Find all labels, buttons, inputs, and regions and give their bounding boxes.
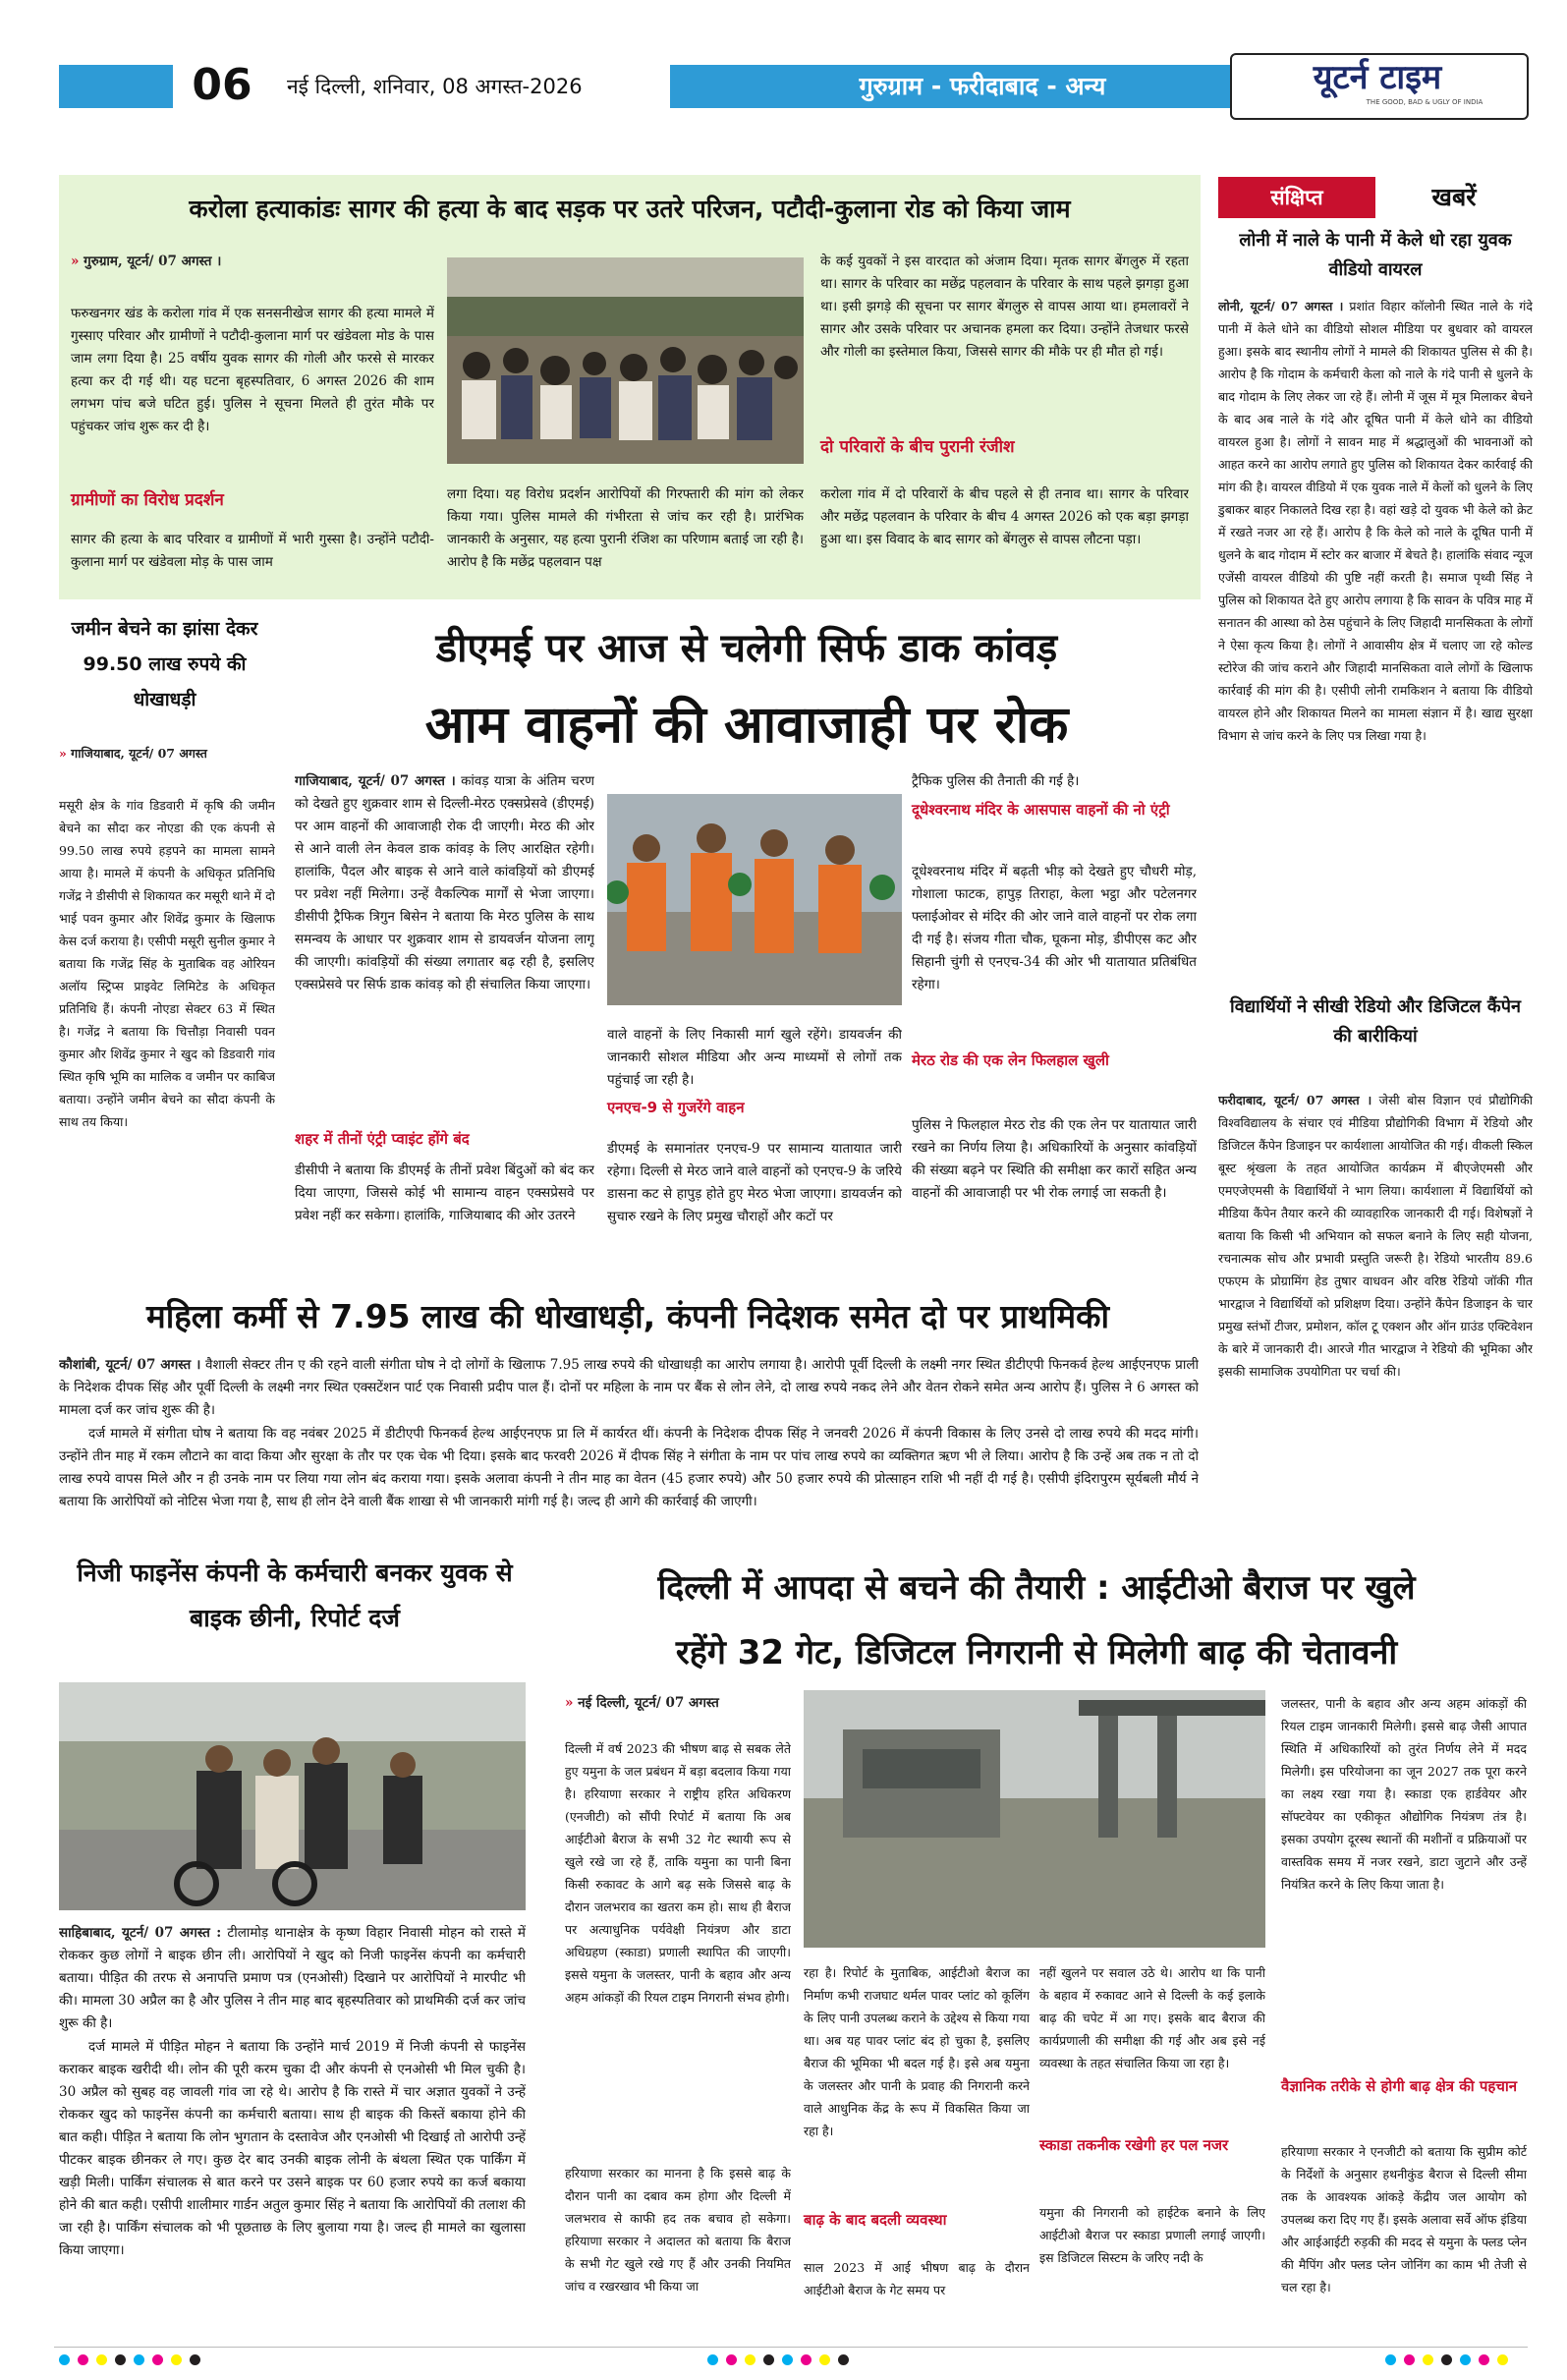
- disaster-col4: जलस्तर, पानी के बहाव और अन्य अहम आंकड़ों की रियल टाइम जानकारी मिलेगी। इससे बाढ़ जैसी आपात स्थिति में अधिकारियों को तुरंत निर्णय लेने में मदद मिलेगी। इस परियोजना का जून 2027 तक पूरा करने का लक्ष्य रखा गया है। स्काडा एक हार्डवेयर और सॉफ्टवेयर का एकीकृत औद्योगिक नियंत्रण तंत्र है। इसका उपयोग दूरस्थ स्थानों की मशीनों व प्रक्रियाओं पर वास्तविक समय में नजर रखने, डाटा जुटाने और उन्हें नियंत्रित करने के लिए किया जाता है।: [1281, 1696, 1527, 1892]
- disaster-col2: रहा है। रिपोर्ट के मुताबिक, आईटीओ बैराज का निर्माण कभी राजघाट थर्मल पावर प्लांट को कूलिंग के लिए पानी उपलब्ध कराने के उद्देश्य से किया गया था। अब यह पावर प्लांट बंद हो चुका है, इसलिए बैराज की भूमिका भी बदल गई है। इसे अब यमुना के जलस्तर और पानी के प्रवाह की निगरानी करने वाले आधुनिक केंद्र के रूप में विकसित किया जा रहा है।: [804, 1965, 1030, 2138]
- story-karola-headline: करोला हत्याकांडः सागर की हत्या के बाद सड़क पर उतरे परिजन, पटौदी-कुलाना रोड को किया जाम: [189, 195, 1071, 223]
- disaster-sub1: बाढ़ के बाद बदली व्यवस्था: [804, 2211, 947, 2229]
- story-karola-sub1: ग्रामीणों का विरोध प्रदर्शन: [71, 490, 224, 510]
- dot: [78, 2354, 88, 2365]
- registration-dots-left: [59, 2354, 200, 2365]
- brief-text-1: [1218, 295, 1533, 973]
- story-karola-sub2: दो परिवारों के बीच पुरानी रंजीश: [820, 437, 1015, 457]
- kanwar-sub4: मेरठ रोड की एक लेन फिलहाल खुली: [912, 1051, 1109, 1069]
- dot: [96, 2354, 107, 2365]
- land-headline: जमीन बेचने का झांसा देकर 99.50 लाख रुपये की धोखाधड़ी: [71, 618, 258, 710]
- dot: [1404, 2354, 1415, 2365]
- dot: [171, 2354, 182, 2365]
- disaster-col3: नहीं खुलने पर सवाल उठे थे। आरोप था कि पानी के बहाव में रुकावट आने से दिल्ली के कई इलाके बाढ़ की चपेट में आ गए। इसके बाद बैराज की कार्यप्रणाली की समीक्षा की गई और अब इसे नई व्यवस्था के तहत संचालित किया जा रहा है।: [1039, 1965, 1265, 2070]
- dot: [1441, 2354, 1452, 2365]
- brief-headline-1: लोनी में नाले के पानी में केले धो रहा युवक वीडियो वायरल: [1239, 230, 1512, 280]
- land-text: मसूरी क्षेत्र के गांव डिडवारी में कृषि की जमीन बेचने का सौदा कर नोएडा की एक कंपनी से 99.50 लाख रुपये हड़पने का मामला सामने आया है। मामले में कंपनी के अधिकृत प्रतिनिधि गजेंद्र ने डीसीपी से शिकायत कर मसूरी थाने में दो भाई पवन कुमार और शिवेंद्र कुमार के खिलाफ केस दर्ज कराया है। एसीपी मसूरी सुनील कुमार ने बताया कि गजेंद्र सिंह के मुताबिक वह ओरियन अलॉय स्ट्रिप्स प्राइवेट लिमिटेड के अधिकृत प्रतिनिधि हैं। कंपनी नोएडा सेक्टर 63 में स्थित है। गजेंद्र ने बताया कि चित्तौड़ा निवासी पवन कुमार और शिवेंद्र कुमार ने खुद को डिडवारी गांव स्थित कृषि भूमि का मालिक व जमीन पर काबिज बताया। उन्होंने जमीन बेचने का सौदा कंपनी के साथ तय किया।: [59, 798, 275, 1129]
- protest-crowd-image: [447, 257, 804, 464]
- brand-tagline: THE GOOD, BAD & UGLY OF INDIA: [1366, 98, 1483, 106]
- dot: [1385, 2354, 1396, 2365]
- disaster-sub3: वैज्ञानिक तरीके से होगी बाढ़ क्षेत्र की पहचान: [1281, 2077, 1518, 2095]
- kanwar-col2b: डीएमई के समानांतर एनएच-9 पर सामान्य यातायात जारी रहेगा। दिल्ली से मेरठ जाने वाले वाहनों को एनएच-9 के जरिये डासना कट से हापुड़ होते हुए मेरठ भेजा जाएगा। डायवर्जन को सुचारु रखने के लिए प्रमुख चौराहों और कटों पर: [607, 1141, 902, 1224]
- protest-photo: [447, 257, 804, 464]
- disaster-dateline: » नई दिल्ली, यूटर्न/ 07 अगस्त: [565, 1695, 719, 1711]
- brief-dateline-1: लोनी, यूटर्न/ 07 अगस्त ।: [1218, 299, 1344, 313]
- fraud-p1: [59, 1354, 1199, 1423]
- ito-barrage-image: [804, 1690, 1265, 1948]
- kanwar-col1-body: कांवड़ यात्रा के अंतिम चरण को देखते हुए शुक्रवार शाम से दिल्ली-मेरठ एक्सप्रेसवे (डीएमई) पर आम वाहनों की आवाजाही रोक दी जाएगी। मेरठ की ओर से आने वाली लेन केवल डाक कांवड़ के लिए आरक्षित रहेगी। हालांकि, पैदल और बाइक से आने वाले कांवड़ियों को डीएमई पर प्रवेश नहीं मिलेगा। उन्हें वैकल्पिक मार्गों से भेजा जाएगा। डीसीपी ट्रैफिक त्रिगुन बिसेन ने बताया कि मेरठ पुलिस के साथ समन्वय के आधार पर शुक्रवार शाम से डायवर्जन योजना लागू की जाएगी। कांवड़ियों की संख्या लगातार बढ़ रही है, इसलिए एक्सप्रेसवे पर सिर्फ डाक कांवड़ को ही संचालित किया जाएगा।: [295, 773, 594, 992]
- brief-dateline-2: फरीदाबाद, यूटर्न/ 07 अगस्त ।: [1218, 1093, 1372, 1107]
- dot: [59, 2354, 70, 2365]
- registration-dots-right: [1385, 2354, 1508, 2365]
- registration-dots-center: [707, 2354, 849, 2365]
- page-number: 06: [192, 60, 252, 110]
- kanwar-col2: वाले वाहनों के लिए निकासी मार्ग खुले रहेंगे। डायवर्जन की जानकारी सोशल मीडिया और अन्य माध्यमों से लोगों तक पहुंचाई जा रही है।: [607, 1027, 902, 1088]
- dateline-text: गाजियाबाद, यूटर्न/ 07 अगस्त: [71, 746, 207, 761]
- finance-p1: [59, 1922, 526, 2036]
- fraud-p1-body: वैशाली सेक्टर तीन ए की रहने वाली संगीता घोष ने दो लोगों के खिलाफ 7.95 लाख रुपये की धोखाधड़ी का आरोप लगाया है। आरोपी पूर्वी दिल्ली के लक्ष्मी नगर स्थित डीटीएपी फिनकर्व हेल्थ आईएनएफ प्राली के निदेशक दीपक सिंह और पूर्वी दिल्ली के लक्ष्मी नगर स्थित एक्सटेंशन पार्ट एक निवासी प्रदीप पाल हैं। दोनों पर महिला के नाम पर बैंक से लोन लेने, दो लाख रुपये नकद लेने और वेतन रोकने समेत अन्य आरोप हैं। पुलिस ने 6 अगस्त को मामला दर्ज कर जांच शुरू की है।: [59, 1357, 1199, 1418]
- fraud-p2: दर्ज मामले में संगीता घोष ने बताया कि वह नवंबर 2025 में डीटीएपी फिनकर्व हेल्थ आईएनएफ प्रा लि में कार्यरत थीं। कंपनी के निदेशक दीपक सिंह ने जनवरी 2026 में कंपनी विकास के लिए उनसे दो लाख रुपये की मदद मांगी। उन्होंने तीन माह में रकम लौटाने का वादा किया और सुरक्षा के तौर पर एक चेक भी दिया। इसके बाद फरवरी 2026 में दीपक सिंह ने संगीता के नाम पर पांच लाख रुपये का व्यक्तिगत ऋण भी ले लिया। आरोप है कि उन्हें अब तक न तो दो लाख रुपये वापस मिले और न ही उनके नाम पर लिया गया लोन बंद कराया गया। इसके अलावा कंपनी ने तीन माह का वेतन (45 हजार रुपये) और 50 हजार रुपये की प्रोत्साहन राशि भी नहीं दी गई है। एसीपी इंदिरापुरम सूर्यबली मौर्य ने बताया कि आरोपियों को नोटिस भेजा गया है, साथ ही लोन देने वाली बैंक शाखा से भी जानकारी मांगी गई है। जल्द ही आगे की कार्रवाई की जाएगी।: [59, 1426, 1199, 1509]
- disaster-col1b: हरियाणा सरकार का मानना है कि इससे बाढ़ के दौरान पानी का दबाव कम होगा और दिल्ली में जलभराव से काफी हद तक बचाव हो सकेगा। हरियाणा सरकार ने अदालत को बताया कि बैराज के सभी गेट खुले रखे गए हैं और उनकी नियमित जांच व रखरखाव भी किया जा: [565, 2166, 791, 2294]
- kanwar-col3: दूधेश्वरनाथ मंदिर में बढ़ती भीड़ को देखते हुए चौधरी मोड़, गोशाला फाटक, हापुड़ तिराहा, केला भट्ठा और पटेलनगर फ्लाईओवर से मंदिर की ओर जाने वाले वाहनों पर रोक लगा दी गई है। संजय गीता चौक, घूकना मोड़, डीपीएस कट और सिहानी चुंगी से एनएच-34 की ओर भी यातायात प्रतिबंधित रहेगा।: [912, 864, 1197, 992]
- kanwar-photo: [607, 794, 902, 1005]
- dateline-text: नई दिल्ली, यूटर्न/ 07 अगस्त: [578, 1695, 719, 1711]
- dot: [726, 2354, 737, 2365]
- disaster-col4b: हरियाणा सरकार ने एनजीटी को बताया कि सुप्रीम कोर्ट के निर्देशों के अनुसार हथनीकुंड बैराज से दिल्ली सीमा तक के आवश्यक आंकड़े केंद्रीय जल आयोग को उपलब्ध करा दिए गए हैं। इसके अलावा सर्वे ऑफ इंडिया और आईआईटी रुड़की की मदद से यमुना के फ्लड प्लेन की मैपिंग और फ्लड प्लेन जोनिंग का काम भी तेजी से चल रहा है।: [1281, 2144, 1527, 2295]
- disaster-sub2: स्काडा तकनीक रखेगी हर पल नजर: [1039, 2136, 1229, 2154]
- finance-p1-body: टीलामोड़ थानाक्षेत्र के कृष्ण विहार निवासी मोहन को रास्ते में रोककर कुछ लोगों ने बाइक छीन ली। आरोपियों ने खुद को निजी फाइनेंस कंपनी का कर्मचारी बताया। पीड़ित की तरफ से अनापत्ति प्रमाण पत्र (एनओसी) दिखाने पर आरोपियों ने मारपीट भी की। मामला 30 अप्रैल का है और पुलिस ने तीन माह बाद बृहस्पतिवार को प्राथमिकी दर्ज कर जांच शुरू की है।: [59, 1925, 526, 2031]
- dot: [1479, 2354, 1489, 2365]
- kanwar-col3a: ट्रैफिक पुलिस की तैनाती की गई है।: [912, 773, 1080, 789]
- brief-label-2: खबरें: [1431, 183, 1477, 211]
- disaster-headline-2: रहेंगे 32 गेट, डिजिटल निगरानी से मिलेगी बाढ़ की चेतावनी: [675, 1633, 1398, 1672]
- dot: [1423, 2354, 1433, 2365]
- fraud-dateline: कौशांबी, यूटर्न/ 07 अगस्त ।: [59, 1357, 201, 1373]
- kanwar-col1b: डीसीपी ने बताया कि डीएमई के तीनों प्रवेश बिंदुओं को बंद कर दिया जाएगा, जिससे कोई भी सामान्य वाहन एक्सप्रेसवे पर प्रवेश नहीं कर सकेगा। हालांकि, गाजियाबाद की ओर उतरने: [295, 1162, 594, 1223]
- disaster-col2b: साल 2023 में आई भीषण बाढ़ के दौरान आईटीओ बैराज के गेट समय पर: [804, 2260, 1030, 2297]
- dateline-text: गुरुग्राम, यूटर्न/ 07 अगस्त ।: [84, 254, 222, 269]
- brief-headline-2: विद्यार्थियों ने सीखी रेडियो और डिजिटल कैंपेन की बारीकियां: [1230, 996, 1521, 1047]
- dot: [838, 2354, 849, 2365]
- finance-p2: दर्ज मामले में पीड़ित मोहन ने बताया कि उन्होंने मार्च 2019 में निजी कंपनी से फाइनेंस कराकर बाइक खरीदी थी। लोन की पूरी करम चुका दी और कंपनी से एनओसी भी मिल चुकी है। 30 अप्रैल को सुबह वह जावली गांव जा रहे थे। आरोप है कि रास्ते में चार अज्ञात युवकों ने उन्हें रोककर खुद को फाइनेंस कंपनी का कर्मचारी बताया। साथ ही बाइक की किस्तें बकाया होने की बात कही। पीड़ित ने बताया कि लोन भुगतान के दस्तावेज और एनओसी भी दिखाई तो आरोपी उन्हें पीटकर बाइक छीनकर ले गए। कुछ देर बाद उनकी बाइक लोनी के बंथला स्थित एक पार्किंग में खड़ी मिली। पार्किंग संचालक से बात करने पर उसने बाइक पर 60 हजार रुपये का कर्ज बकाया होने की बात कही। एसीपी शालीमार गार्डन अतुल कुमार सिंह ने बताया कि आरोपियों की तलाश की जा रही है। पार्किंग संचालक को भी पूछताछ के लिए बुलाया गया है। जल्द ही मामले का खुलासा किया जाएगा।: [59, 2039, 526, 2258]
- story-karola-col1: फरुखनगर खंड के करोला गांव में एक सनसनीखेज सागर की हत्या मामले में गुस्साए परिवार और ग्रामीणों ने पटौदी-कुलाना मार्ग पर खंडेवला मोड के पास जाम लगा दिया है। 25 वर्षीय युवक सागर की गोली और फरसे से मारकर हत्या कर दी गई थी। यह घटना बृहस्पतिवार, 6 अगस्त 2026 की शाम लगभग पांच बजे घटित हुई। पुलिस ने सूचना मिलते ही तुरंत मौके पर पहुंचकर जांच शुरू कर दी है।: [71, 306, 434, 434]
- land-dateline: » गाजियाबाद, यूटर्न/ 07 अगस्त: [59, 746, 207, 761]
- kanwariya-group-image: [607, 794, 902, 1005]
- masthead: [0, 57, 1567, 114]
- disaster-headline-1: दिल्ली में आपदा से बचने की तैयारी : आईटीओ बैराज पर खुले: [657, 1568, 1416, 1608]
- brief-label-1: संक्षिप्त: [1270, 186, 1323, 209]
- finance-headline: निजी फाइनेंस कंपनी के कर्मचारी बनकर युवक से बाइक छीनी, रिपोर्ट दर्ज: [77, 1558, 513, 1632]
- footer-rule: [54, 2347, 1528, 2348]
- dot: [819, 2354, 830, 2365]
- fraud-headline: महिला कर्मी से 7.95 लाख की धोखाधड़ी, कंपनी निदेशक समेत दो पर प्राथमिकी: [145, 1297, 1110, 1335]
- dot: [115, 2354, 126, 2365]
- disaster-col1: दिल्ली में वर्ष 2023 की भीषण बाढ़ से सबक लेते हुए यमुना के जल प्रबंधन में बड़ा बदलाव किया गया है। हरियाणा सरकार ने राष्ट्रीय हरित अधिकरण (एनजीटी) को सौंपी रिपोर्ट में बताया कि अब आईटीओ बैराज के सभी 32 गेट स्थायी रूप से खुले रखे जा रहे हैं, ताकि यमुना का पानी बिना किसी रुकावट के आगे बढ़ सके जिससे बाढ़ के दौरान जलभराव का खतरा कम हो। साथ ही बैराज पर अत्याधुनिक पर्यवेक्षी नियंत्रण और डाटा अधिग्रहण (स्काडा) प्रणाली स्थापित की जाएगी। इससे यमुना के जलस्तर, पानी के बहाव और अन्य अहम आंकड़ों की रियल टाइम निगरानी संभव होगी।: [565, 1741, 791, 2005]
- kanwar-headline-1: डीएमई पर आज से चलेगी सिर्फ डाक कांवड़: [435, 626, 1058, 671]
- bike-snatch-image: [59, 1682, 526, 1910]
- story-karola-col3: के कई युवकों ने इस वारदात को अंजाम दिया। मृतक सागर बेंगलुरु में रहता था। सागर के परिवार का मछेंद्र पहलवान के परिवार के साथ पहले झगड़ा हुआ था। इसी झगड़े की सूचना पर सागर बेंगलुरु से वापस आया था। हमलावरों ने सागर और उसके परिवार पर अचानक हमला कर दिया। उन्होंने तेजधार फरसे और गोली का इस्तेमाल किया, जिससे सागर की मौके पर ही मौत हो गई।: [820, 254, 1189, 360]
- kanwar-sub1: शहर में तीनों एंट्री प्वाइंट होंगे बंद: [295, 1130, 470, 1148]
- kanwar-sub3: दूधेश्वरनाथ मंदिर के आसपास वाहनों की नो एंट्री: [912, 801, 1170, 819]
- dot: [763, 2354, 774, 2365]
- story-karola-dateline: » गुरुग्राम, यूटर्न/ 07 अगस्त ।: [71, 254, 222, 269]
- brief-body-2: जेसी बोस विज्ञान एवं प्रौद्योगिकी विश्वविद्यालय के संचार एवं मीडिया प्रौद्योगिकी विभाग में रेडियो और डिजिटल कैंपेन डिजाइन पर कार्यशाला आयोजित की गई। वीकली स्किल बूस्ट श्रृंखला के तहत आयोजित कार्यक्रम में बीएजेएमसी और एमएजेएमसी के विद्यार्थियों ने भाग लिया। कार्यशाला में विद्यार्थियों को मीडिया कैंपेन तैयार करने की व्यावहारिक जानकारी दी गई। विशेषज्ञों ने बताया कि किसी भी अभियान को सफल बनाने के लिए सही योजना, रचनात्मक सोच और प्रभावी प्रस्तुति जरूरी है। रेडियो भारतीय 89.6 एफएम के प्रोग्रामिंग हेड तुषार वाधवन और वरिष्ठ रेडियो जॉकी गीत भारद्वाज ने विद्यार्थियों को प्रशिक्षण दिया। उन्होंने कैंपेन डिजाइन के चार प्रमुख स्तंभों टीजर, प्रमोशन, कॉल टू एक्शन और ऑन ग्राउंड एक्टिवेशन के बारे में जानकारी दी। आरजे गीत भारद्वाज ने रेडियो की भूमिका और इसकी सामाजिक उपयोगिता पर चर्चा की।: [1218, 1093, 1533, 1379]
- dot: [707, 2354, 718, 2365]
- story-karola-col3b: करोला गांव में दो परिवारों के बीच पहले से ही तनाव था। सागर के परिवार और मछेंद्र पहलवान के परिवार के बीच 4 अगस्त 2026 को एक बड़ा झगड़ा हुआ था। इस विवाद के बाद सागर को बेंगलुरु से वापस लौटना पड़ा।: [820, 486, 1189, 547]
- story-karola-col2: लगा दिया। यह विरोध प्रदर्शन आरोपियों की गिरफ्तारी की मांग को लेकर किया गया। पुलिस मामले की गंभीरता से जांच कर रही है। प्रारंभिक जानकारी के अनुसार, यह हत्या पुरानी रंजिश का परिणाम बताई जा रही है। आरोप है कि मछेंद्र पहलवान पक्ष: [447, 486, 804, 570]
- finance-dateline: साहिबाबाद, यूटर्न/ 07 अगस्त :: [59, 1925, 222, 1941]
- kanwar-col1: [295, 770, 594, 1114]
- brief-text-2: [1218, 1089, 1533, 1608]
- dot: [1460, 2354, 1471, 2365]
- kanwar-headline-2: आम वाहनों की आवाजाही पर रोक: [424, 696, 1069, 755]
- story-karola-col1b: सागर की हत्या के बाद परिवार व ग्रामीणों में भारी गुस्सा है। उन्होंने पटौदी-कुलाना मार्ग पर खंडेवला मोड़ के पास जाम: [71, 532, 434, 570]
- section-title: गुरुग्राम - फरीदाबाद - अन्य: [859, 72, 1106, 100]
- dot: [745, 2354, 756, 2365]
- brand-logo: यूटर्न टाइम: [1313, 58, 1442, 97]
- dot: [801, 2354, 811, 2365]
- dot: [134, 2354, 144, 2365]
- dot: [190, 2354, 200, 2365]
- dot: [1497, 2354, 1508, 2365]
- disaster-col3b: यमुना की निगरानी को हाईटेक बनाने के लिए आईटीओ बैराज पर स्काडा प्रणाली लगाई जाएगी। इस डिजिटल सिस्टम के जरिए नदी के: [1039, 2205, 1265, 2265]
- kanwar-sub2: एनएच-9 से गुजरेंगे वाहन: [607, 1099, 745, 1116]
- kanwar-dateline: गाजियाबाद, यूटर्न/ 07 अगस्त ।: [295, 773, 456, 789]
- dot: [782, 2354, 793, 2365]
- page-dateline: नई दिल्ली, शनिवार, 08 अगस्त-2026: [287, 75, 583, 98]
- disaster-photo: [804, 1690, 1265, 1948]
- brief-body-1: प्रशांत विहार कॉलोनी स्थित नाले के गंदे पानी में केले धोने का वीडियो सोशल मीडिया पर बुधवार को वायरल हुआ। इसके बाद स्थानीय लोगों ने मामले की शिकायत पुलिस से की है। आरोप है कि गोदाम के कर्मचारी केला को नाले के गंदे पानी से धुलने के बाद गोदाम के लिए लेकर जा रहे हैं। लोनी में जूस में मूत्र मिलाकर बेचने के बाद अब नाले के गंदे और दूषित पानी में केले धोने का वीडियो वायरल हुआ है। लोगों ने सावन माह में श्रद्धालुओं की भावनाओं को आहत करने का आरोप लगाते हुए पुलिस को शिकायत देकर कार्रवाई की मांग की है। वायरल वीडियो में एक युवक नाले में केलों को धुलने के लिए डुबाकर बाहर निकालते दिख रहा है। वहां खड़े दो युवक भी केले को क्रेट में रखते नजर आ रहे हैं। आरोप है कि केले को नाले के दूषित पानी में धुलने के बाद गोदाम में स्टोर कर बाजार में बेचते है। हालांकि संवाद न्यूज एजेंसी वायरल वीडियो की पुष्टि नहीं करती है। समाज पृथ्वी सिंह ने पुलिस को शिकायत देते हुए आरोप लगाया है कि सावन के पवित्र माह में सनातन की आस्था को ठेस पहुंचाने के लिए जिहादी मानसिकता के लोगों ने ऐसा कृत्य किया है। लोगों ने आवासीय क्षेत्र में चलाए जा रहे कोल्ड स्टोरेज की जांच कराने और जिहादी मानसिकता वाले लोगों के खिलाफ कार्रवाई की मांग की है। एसीपी लोनी रामकिशन ने बताया कि वीडियो वायरल होने और शिकायत मिलने का मामला संज्ञान में है। खाद्य सुरक्षा विभाग से जांच करने के लिए पत्र लिखा गया है।: [1218, 299, 1533, 743]
- finance-photo: [59, 1682, 526, 1910]
- dot: [152, 2354, 163, 2365]
- kanwar-col3b: पुलिस ने फिलहाल मेरठ रोड की एक लेन पर यातायात जारी रखने का निर्णय लिया है। अधिकारियों के अनुसार कांवड़ियों की संख्या बढ़ने पर स्थिति की समीक्षा कर कारों सहित अन्य वाहनों की आवाजाही पर भी रोक लगाई जा सकती है।: [912, 1117, 1197, 1201]
